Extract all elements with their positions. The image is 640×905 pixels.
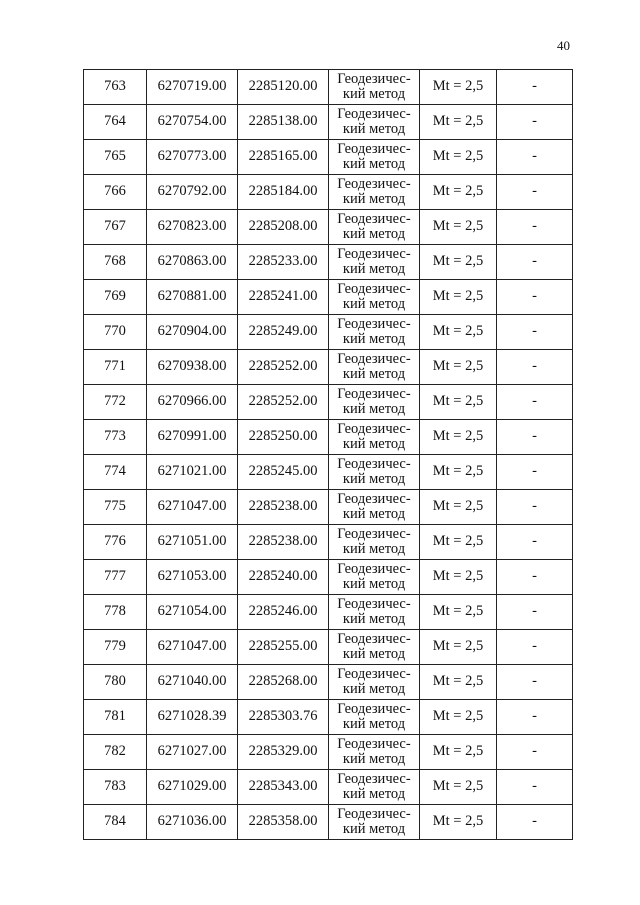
point-number-cell: 775 (84, 490, 147, 525)
point-number-cell: 774 (84, 455, 147, 490)
table-row (84, 420, 573, 455)
accuracy-cell: Mt = 2,5 (420, 175, 497, 210)
point-number-cell: 773 (84, 420, 147, 455)
point-number-cell: 772 (84, 385, 147, 420)
method-text-line-2: кий метод (342, 576, 406, 592)
note-cell: - (497, 490, 573, 525)
method-cell (329, 175, 420, 210)
point-number-cell: 782 (84, 735, 147, 770)
note-cell: - (497, 140, 573, 175)
point-number-cell: 776 (84, 525, 147, 560)
table-row (84, 770, 573, 805)
accuracy-cell: Mt = 2,5 (420, 245, 497, 280)
table-row (84, 70, 573, 105)
note-cell: - (497, 805, 573, 840)
table-row (84, 210, 573, 245)
table-row (84, 350, 573, 385)
method-cell (329, 630, 420, 665)
table-row (84, 175, 573, 210)
method-cell (329, 350, 420, 385)
note-cell: - (497, 70, 573, 105)
y-coordinate-cell: 2285343.00 (238, 770, 329, 805)
method-text-line-1: Геодезичес- (337, 770, 411, 787)
note-cell: - (497, 175, 573, 210)
point-number-cell: 781 (84, 700, 147, 735)
method-text-line-2: кий метод (342, 541, 406, 557)
accuracy-cell: Mt = 2,5 (420, 140, 497, 175)
y-coordinate-cell: 2285165.00 (238, 140, 329, 175)
method-cell (329, 70, 420, 105)
point-number-cell: 771 (84, 350, 147, 385)
accuracy-cell: Mt = 2,5 (420, 210, 497, 245)
method-text-line-2: кий метод (342, 296, 406, 312)
method-cell (329, 140, 420, 175)
x-coordinate-cell: 6271029.00 (147, 770, 238, 805)
method-text-line-2: кий метод (342, 716, 406, 732)
method-text-line-1: Геодезичес- (337, 280, 411, 297)
method-text-line-2: кий метод (342, 191, 406, 207)
method-text-line-1: Геодезичес- (337, 525, 411, 542)
y-coordinate-cell: 2285246.00 (238, 595, 329, 630)
method-text-line-2: кий метод (342, 436, 406, 452)
y-coordinate-cell: 2285252.00 (238, 385, 329, 420)
accuracy-cell: Mt = 2,5 (420, 490, 497, 525)
method-text-line-2: кий метод (342, 681, 406, 697)
y-coordinate-cell: 2285268.00 (238, 665, 329, 700)
method-text-line-1: Геодезичес- (337, 595, 411, 612)
y-coordinate-cell: 2285233.00 (238, 245, 329, 280)
method-cell (329, 210, 420, 245)
method-text-line-2: кий метод (342, 401, 406, 417)
method-text-line-1: Геодезичес- (337, 385, 411, 402)
method-text-line-1: Геодезичес- (337, 175, 411, 192)
y-coordinate-cell: 2285120.00 (238, 70, 329, 105)
note-cell: - (497, 560, 573, 595)
note-cell: - (497, 105, 573, 140)
x-coordinate-cell: 6270863.00 (147, 245, 238, 280)
point-number-cell: 763 (84, 70, 147, 105)
method-text-line-1: Геодезичес- (337, 455, 411, 472)
y-coordinate-cell: 2285240.00 (238, 560, 329, 595)
y-coordinate-cell: 2285249.00 (238, 315, 329, 350)
x-coordinate-cell: 6271053.00 (147, 560, 238, 595)
method-text-line-1: Геодезичес- (337, 805, 411, 822)
x-coordinate-cell: 6271040.00 (147, 665, 238, 700)
table-row (84, 105, 573, 140)
y-coordinate-cell: 2285208.00 (238, 210, 329, 245)
method-text-line-1: Геодезичес- (337, 210, 411, 227)
x-coordinate-cell: 6271021.00 (147, 455, 238, 490)
x-coordinate-cell: 6271051.00 (147, 525, 238, 560)
x-coordinate-cell: 6271054.00 (147, 595, 238, 630)
method-text-line-1: Геодезичес- (337, 70, 411, 87)
x-coordinate-cell: 6270881.00 (147, 280, 238, 315)
note-cell: - (497, 385, 573, 420)
table-row (84, 140, 573, 175)
accuracy-cell: Mt = 2,5 (420, 630, 497, 665)
method-text-line-2: кий метод (342, 156, 406, 172)
method-text-line-2: кий метод (342, 226, 406, 242)
method-cell (329, 315, 420, 350)
accuracy-cell: Mt = 2,5 (420, 525, 497, 560)
y-coordinate-cell: 2285358.00 (238, 805, 329, 840)
point-number-cell: 779 (84, 630, 147, 665)
note-cell: - (497, 525, 573, 560)
y-coordinate-cell: 2285329.00 (238, 735, 329, 770)
point-number-cell: 768 (84, 245, 147, 280)
table-row (84, 700, 573, 735)
method-cell (329, 665, 420, 700)
method-text-line-2: кий метод (342, 786, 406, 802)
method-cell (329, 490, 420, 525)
table-body (84, 70, 573, 840)
method-text-line-1: Геодезичес- (337, 350, 411, 367)
x-coordinate-cell: 6270966.00 (147, 385, 238, 420)
accuracy-cell: Mt = 2,5 (420, 805, 497, 840)
accuracy-cell: Mt = 2,5 (420, 735, 497, 770)
point-number-cell: 784 (84, 805, 147, 840)
table-row (84, 385, 573, 420)
note-cell: - (497, 245, 573, 280)
y-coordinate-cell: 2285238.00 (238, 525, 329, 560)
x-coordinate-cell: 6271027.00 (147, 735, 238, 770)
method-text-line-1: Геодезичес- (337, 735, 411, 752)
method-cell (329, 245, 420, 280)
accuracy-cell: Mt = 2,5 (420, 770, 497, 805)
method-text-line-1: Геодезичес- (337, 490, 411, 507)
y-coordinate-cell: 2285255.00 (238, 630, 329, 665)
method-text-line-1: Геодезичес- (337, 420, 411, 437)
method-cell (329, 770, 420, 805)
table-row (84, 490, 573, 525)
point-number-cell: 767 (84, 210, 147, 245)
x-coordinate-cell: 6271036.00 (147, 805, 238, 840)
note-cell: - (497, 770, 573, 805)
x-coordinate-cell: 6270938.00 (147, 350, 238, 385)
x-coordinate-cell: 6270792.00 (147, 175, 238, 210)
method-cell (329, 280, 420, 315)
point-number-cell: 765 (84, 140, 147, 175)
method-text-line-2: кий метод (342, 506, 406, 522)
accuracy-cell: Mt = 2,5 (420, 595, 497, 630)
table-row (84, 665, 573, 700)
method-text-line-2: кий метод (342, 331, 406, 347)
table-row (84, 525, 573, 560)
y-coordinate-cell: 2285245.00 (238, 455, 329, 490)
x-coordinate-cell: 6270823.00 (147, 210, 238, 245)
note-cell: - (497, 665, 573, 700)
x-coordinate-cell: 6270773.00 (147, 140, 238, 175)
point-number-cell: 769 (84, 280, 147, 315)
point-number-cell: 770 (84, 315, 147, 350)
method-text-line-1: Геодезичес- (337, 140, 411, 157)
method-text-line-1: Геодезичес- (337, 700, 411, 717)
x-coordinate-cell: 6270754.00 (147, 105, 238, 140)
x-coordinate-cell: 6271047.00 (147, 490, 238, 525)
coordinates-table (83, 69, 573, 840)
accuracy-cell: Mt = 2,5 (420, 560, 497, 595)
method-cell (329, 805, 420, 840)
method-text-line-2: кий метод (342, 646, 406, 662)
method-text-line-1: Геодезичес- (337, 560, 411, 577)
method-cell (329, 560, 420, 595)
method-cell (329, 420, 420, 455)
x-coordinate-cell: 6270904.00 (147, 315, 238, 350)
table-row (84, 315, 573, 350)
point-number-cell: 783 (84, 770, 147, 805)
note-cell: - (497, 210, 573, 245)
method-text-line-2: кий метод (342, 261, 406, 277)
note-cell: - (497, 455, 573, 490)
table-row (84, 455, 573, 490)
point-number-cell: 780 (84, 665, 147, 700)
table-row (84, 735, 573, 770)
accuracy-cell: Mt = 2,5 (420, 70, 497, 105)
page-number: 40 (557, 38, 570, 53)
method-cell (329, 735, 420, 770)
accuracy-cell: Mt = 2,5 (420, 315, 497, 350)
accuracy-cell: Mt = 2,5 (420, 420, 497, 455)
y-coordinate-cell: 2285252.00 (238, 350, 329, 385)
note-cell: - (497, 420, 573, 455)
y-coordinate-cell: 2285184.00 (238, 175, 329, 210)
point-number-cell: 764 (84, 105, 147, 140)
table-row (84, 630, 573, 665)
method-cell (329, 455, 420, 490)
note-cell: - (497, 700, 573, 735)
method-text-line-2: кий метод (342, 121, 406, 137)
point-number-cell: 766 (84, 175, 147, 210)
table-row (84, 595, 573, 630)
y-coordinate-cell: 2285250.00 (238, 420, 329, 455)
accuracy-cell: Mt = 2,5 (420, 385, 497, 420)
method-text-line-1: Геодезичес- (337, 665, 411, 682)
note-cell: - (497, 350, 573, 385)
x-coordinate-cell: 6270719.00 (147, 70, 238, 105)
method-text-line-1: Геодезичес- (337, 630, 411, 647)
note-cell: - (497, 315, 573, 350)
accuracy-cell: Mt = 2,5 (420, 665, 497, 700)
accuracy-cell: Mt = 2,5 (420, 105, 497, 140)
method-cell (329, 525, 420, 560)
x-coordinate-cell: 6271047.00 (147, 630, 238, 665)
method-cell (329, 595, 420, 630)
method-text-line-2: кий метод (342, 821, 406, 837)
note-cell: - (497, 630, 573, 665)
table-row (84, 245, 573, 280)
method-cell (329, 105, 420, 140)
method-text-line-1: Геодезичес- (337, 245, 411, 262)
table-row (84, 805, 573, 840)
table-row (84, 560, 573, 595)
accuracy-cell: Mt = 2,5 (420, 280, 497, 315)
accuracy-cell: Mt = 2,5 (420, 350, 497, 385)
note-cell: - (497, 735, 573, 770)
method-text-line-2: кий метод (342, 86, 406, 102)
method-cell (329, 700, 420, 735)
method-cell (329, 385, 420, 420)
method-text-line-1: Геодезичес- (337, 315, 411, 332)
point-number-cell: 778 (84, 595, 147, 630)
method-text-line-2: кий метод (342, 611, 406, 627)
method-text-line-2: кий метод (342, 366, 406, 382)
accuracy-cell: Mt = 2,5 (420, 700, 497, 735)
accuracy-cell: Mt = 2,5 (420, 455, 497, 490)
note-cell: - (497, 595, 573, 630)
y-coordinate-cell: 2285238.00 (238, 490, 329, 525)
table-row (84, 280, 573, 315)
method-text-line-2: кий метод (342, 751, 406, 767)
method-text-line-1: Геодезичес- (337, 105, 411, 122)
note-cell: - (497, 280, 573, 315)
point-number-cell: 777 (84, 560, 147, 595)
y-coordinate-cell: 2285138.00 (238, 105, 329, 140)
y-coordinate-cell: 2285241.00 (238, 280, 329, 315)
y-coordinate-cell: 2285303.76 (238, 700, 329, 735)
method-text-line-2: кий метод (342, 471, 406, 487)
x-coordinate-cell: 6271028.39 (147, 700, 238, 735)
x-coordinate-cell: 6270991.00 (147, 420, 238, 455)
